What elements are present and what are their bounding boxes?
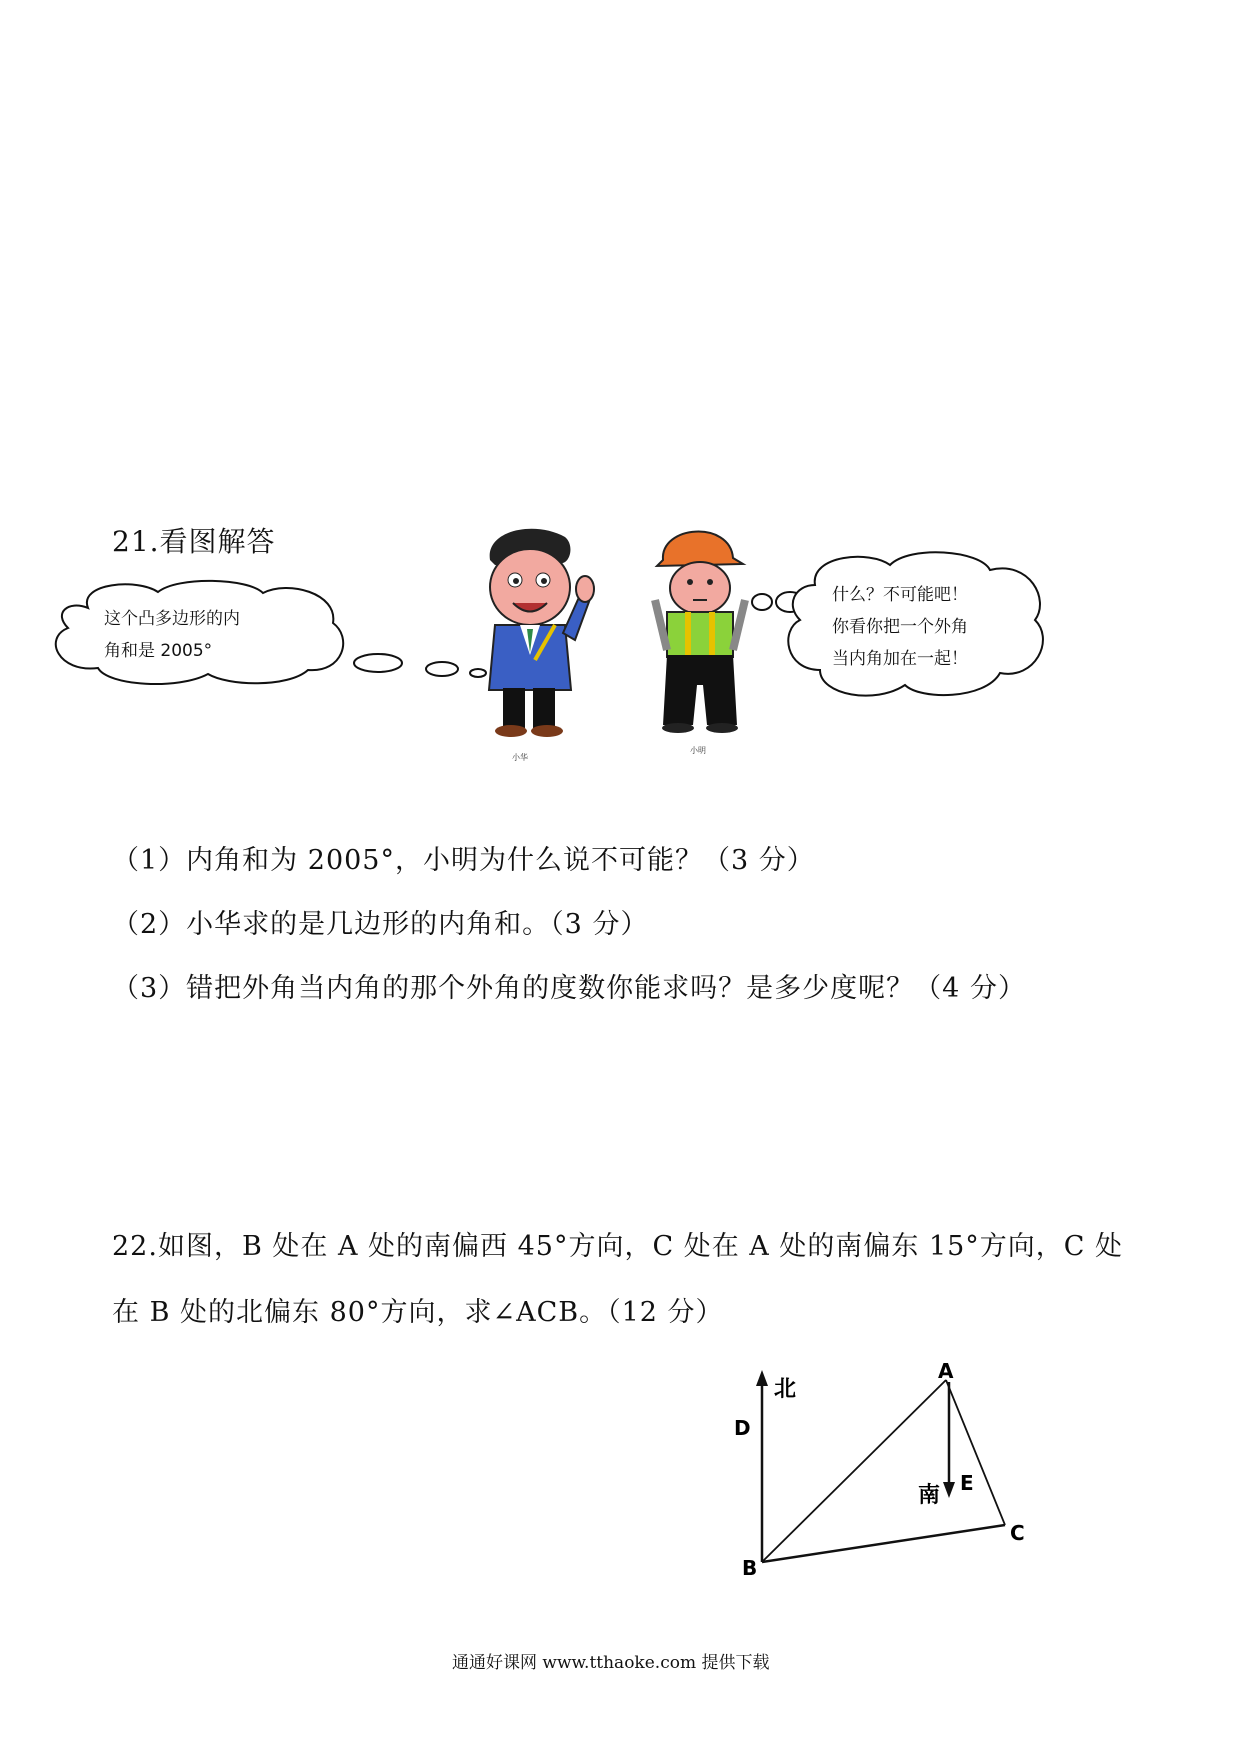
- question-22-line-1: 22.如图，B 处在 A 处的南偏西 45°方向，C 处在 A 处的南偏东 15°方向，C 处: [112, 1231, 1124, 1262]
- question-22-line-2: 在 B 处的北偏东 80°方向，求∠ACB。（12 分）: [112, 1297, 724, 1328]
- cartoon-worker-xiaoming-icon: [645, 520, 755, 740]
- cartoon-man-xiaohua-icon: [475, 525, 595, 740]
- right-bubble-line-1: 什么？不可能吧！: [832, 585, 968, 605]
- page-footer: 通通好课网 www.tthaoke.com 提供下载: [452, 1653, 770, 1673]
- south-arrowhead-icon: [943, 1482, 955, 1498]
- point-label-e: E: [960, 1471, 974, 1495]
- xiaohua-name-label: 小华: [512, 753, 528, 762]
- left-bubble-line-1: 这个凸多边形的内: [104, 609, 240, 629]
- point-label-b: B: [742, 1556, 758, 1580]
- segment-ba: [762, 1380, 946, 1562]
- question-21-part-1: （1）内角和为 2005°，小明为什么说不可能？（3 分）: [112, 845, 815, 876]
- xiaoming-name-label: 小明: [690, 746, 706, 755]
- point-label-c: C: [1010, 1521, 1025, 1545]
- right-bubble-line-3: 当内角加在一起！: [832, 649, 968, 669]
- left-bubble-line-2: 角和是 2005°: [104, 641, 213, 661]
- segment-ac: [946, 1380, 1005, 1525]
- segment-bc: [762, 1525, 1005, 1562]
- south-label: 南: [918, 1483, 941, 1508]
- right-bubble-line-2: 你看你把一个外角: [832, 617, 968, 637]
- point-label-d: D: [734, 1416, 751, 1440]
- north-label: 北: [774, 1377, 797, 1402]
- point-label-a: A: [938, 1359, 954, 1383]
- question-21-part-2: （2）小华求的是几边形的内角和。（3 分）: [112, 909, 649, 940]
- direction-triangle-diagram: [720, 1350, 1050, 1590]
- thought-trail-ovals: [350, 645, 490, 685]
- north-arrowhead-icon: [756, 1370, 768, 1386]
- question-21-title: 21.看图解答: [112, 525, 276, 558]
- question-21-part-3: （3）错把外角当内角的那个外角的度数你能求吗？是多少度呢？（4 分）: [112, 973, 1026, 1004]
